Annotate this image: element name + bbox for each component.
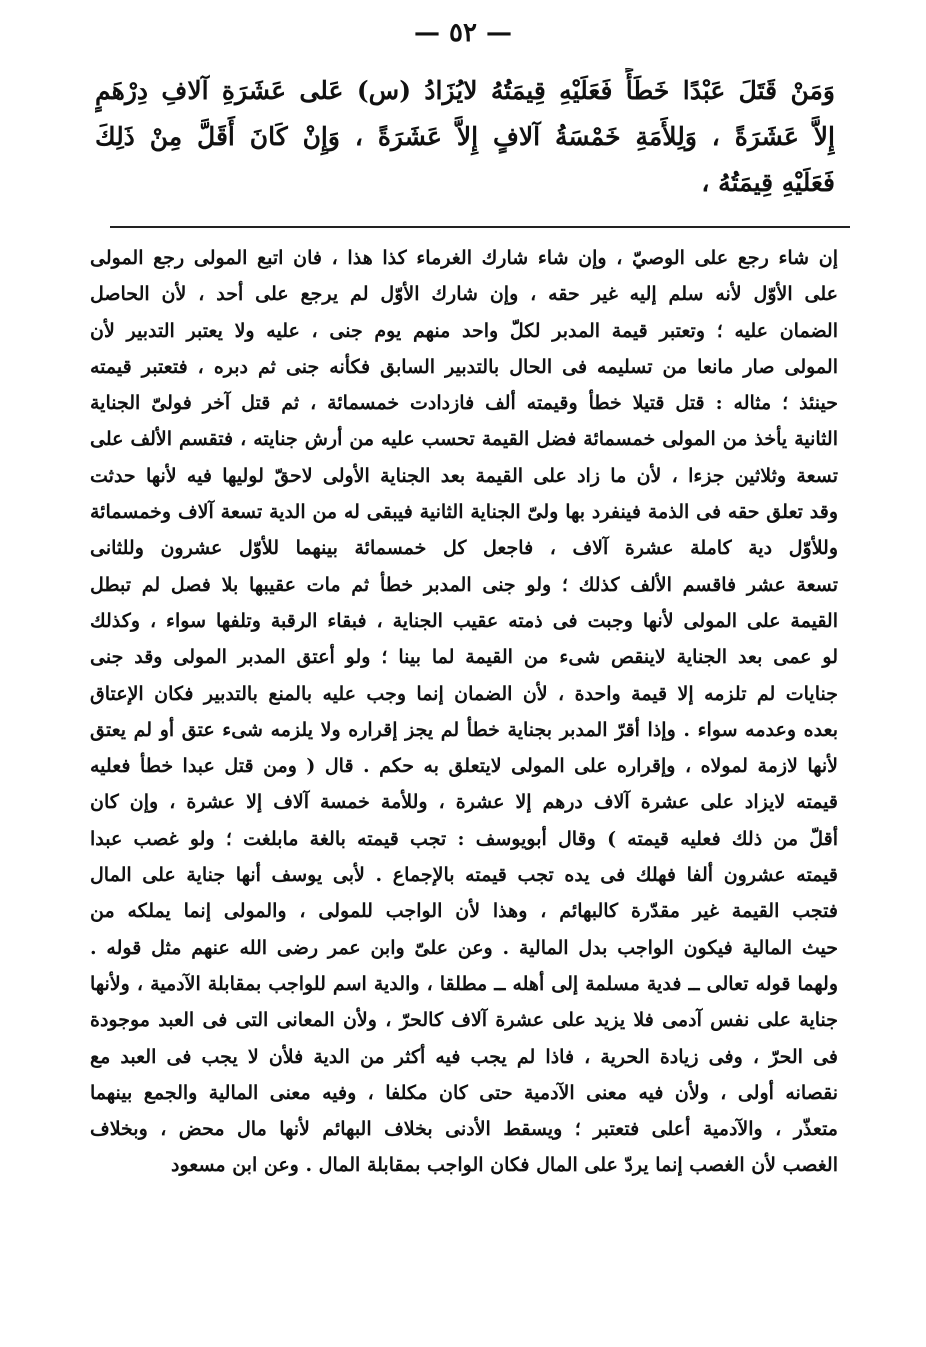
sharh-line: أقلّ من ذلك فعليه قيمته ) وقال أبويوسف : تجب قيمته بالغة مابلغت ؛ ولو غصب عبدا [90, 827, 838, 850]
sharh-line: ولهما قوله تعالى ــ فدية مسلمة إلى أهله ــ مطلقا ، والدية اسم للواجب بمقابلة الآدمية ، ولأنها [90, 972, 838, 995]
sharh-line: حيث المالية فيكون الواجب بدل المالية . وعن علىّ وابن عمر رضى الله عنهم مثل قوله . [90, 936, 838, 959]
sharh-line: لأنها لازمة لمولاه ، وإقراره على المولى لايتعلق به حكم . قال ( ومن قتل عبدا خطأ فعليه [90, 755, 838, 778]
matn-text-block [95, 68, 835, 206]
matn-line: فَعَلَيْهِ قِيمَتُهُ ، [701, 168, 835, 197]
sharh-line: حينئذ ؛ مثاله : قتل قتيلا خطأ وقيمته ألف فازدادت خمسمائة ، ثم قتل آخر فولىّ الجناية [90, 392, 838, 415]
sharh-line: قيمته لايزاد على عشرة آلاف درهم إلا عشرة ، وللأمة خمسة آلاف إلا عشرة ، وإن كان [90, 791, 838, 814]
sharh-line: على الأوّل لأنه سلم إليه غير حقه ، وإن شارك الأوّل لم يرجع على أحد ، لأن الحاصل [90, 283, 838, 306]
sharh-text-block [90, 240, 838, 1184]
sharh-line: متعذّر ، والآدمية أعلى فتعتبر ؛ ويسقط الأدنى بخلاف البهائم لأنها مال محض ، وبخلاف [90, 1118, 838, 1141]
sharh-line: بعده وعدمه سواء . وإذا أقرّ المدبر بجناية خطأ لم يجز إقراره ولا يلزمه شىء عتق أو لم يعتق [90, 718, 838, 741]
sharh-line: فى الحرّ ، وفى زيادة الحرية ، فاذا لم يجب فيه أكثر من الدية فلأن لا يجب فى العبد مع [90, 1045, 838, 1068]
sharh-line: المولى صار مانعا من تسليمه فى الحال بالتدبير السابق فكأنه جنى ثم دبره ، فتعتبر قيمته [90, 355, 838, 378]
sharh-line: تسعة وثلاثين جزءا ، لأن ما زاد على القيمة بعد الجناية الأولى لاحقّ لوليها فيه لأنها حدثت [90, 464, 838, 487]
sharh-line: فتجب القيمة غير مقدّرة كالبهائم ، وهذا لأن الواجب للمولى ، والمولى إنما يملكه من [90, 900, 838, 923]
sharh-line: الضمان عليه ؛ وتعتبر قيمة المدبر لكلّ واحد منهم يوم جنى ، عليه ولا يعتبر التدبير لأن [90, 319, 838, 342]
page-number: — ٥٢ — [413, 18, 513, 48]
sharh-line: الغصب لأن الغصب إنما يردّ على المال فكان الواجب بمقابلة المال . وعن ابن مسعود [171, 1154, 838, 1177]
matn-line: إِلاَّ عَشَرَةً ، وَلِلأَمَةِ خَمْسَةُ آلافٍ إِلاَّ عَشَرَةً ، وَإِنْ كَانَ أَقَلَّ مِنْ ذَلِكَ [95, 122, 835, 151]
sharh-line: تسعة عشر فاقسم الألف كذلك ؛ ولو جنى المدبر خطأ ثم مات عقيبها بلا فصل لم تبطل [90, 573, 838, 596]
section-divider [110, 226, 850, 228]
sharh-line: قيمته عشرون ألفا فهلك فى يده تجب قيمته بالإجماع . لأبى يوسف أنها جناية على المال [90, 864, 838, 887]
sharh-line: وللأوّل دية كاملة عشرة آلاف ، فاجعل كل خمسمائة بينهما للأوّل عشرون وللثانى [90, 537, 838, 560]
sharh-line: الثانية يأخذ من المولى خمسمائة فضل القيمة تحسب عليه من أرش جنايته ، فتقسم الألف على [90, 428, 838, 451]
sharh-line: جناية على نفس آدمى فلا يزيد على عشرة آلاف كالحرّ ، ولأن المعانى التى فى العبد موجودة [90, 1009, 838, 1032]
sharh-line: لو عمى بعد الجناية لاينقص شىء من القيمة لما بينا ؛ ولو أعتق المدبر المولى وقد جنى [90, 646, 838, 669]
sharh-line: نقصانه أولى ، ولأن فيه معنى الآدمية حتى كان مكلفا ، وفيه معنى المالية والجمع بينهما [90, 1081, 838, 1104]
sharh-line: إن شاء رجع على الوصيّ ، وإن شاء شارك الغرماء كذا هذا ، فان اتبع المولى رجع المولى [90, 247, 838, 269]
matn-line: وَمَنْ قَتَلَ عَبْدًا خَطَأً فَعَلَيْهِ قِيمَتُهُ لايُزَادُ (س) عَلى عَشَرَةِ آلافِ دِرْهَمٍ [95, 76, 835, 105]
sharh-line: وقد تعلق حقه فى الذمة فينفرد بها ولىّ الجناية الثانية فيبقى له من الدية تسعة آلاف وخمسمائة [90, 501, 838, 524]
sharh-line: القيمة على المولى لأنها وجبت فى ذمته عقيب الجناية ، فبقاء الرقبة وتلفها سواء ، وكذلك [90, 609, 838, 632]
sharh-line: جنايات لم تلزمه إلا قيمة واحدة ، لأن الضمان إنما وجب عليه بالمنع بالتدبير فكان الإعتاق [90, 682, 838, 705]
